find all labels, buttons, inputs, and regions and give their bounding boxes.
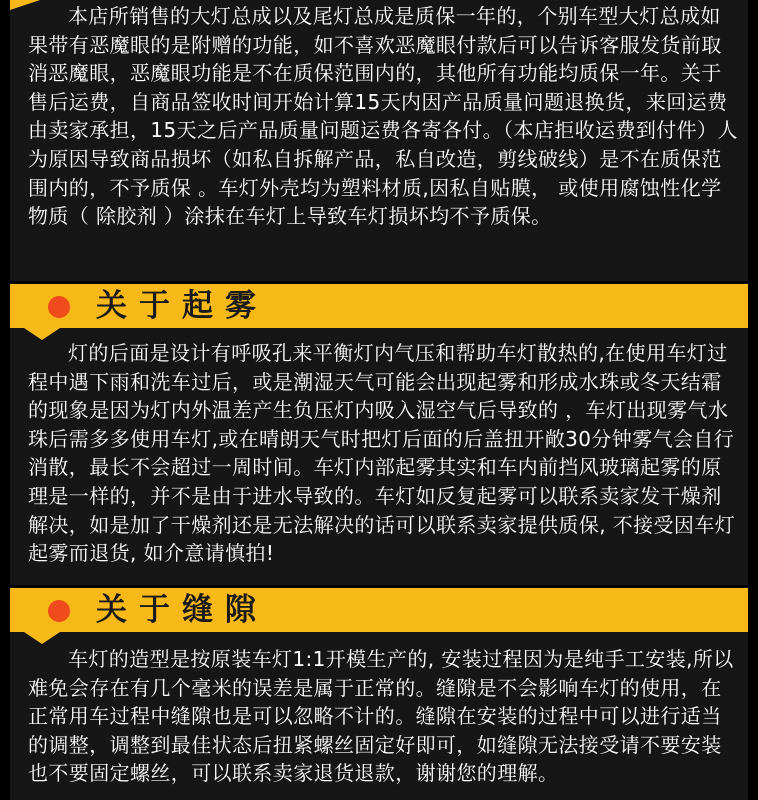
fog-section-title: 关于起雾 xyxy=(96,288,268,324)
bullet-dot-icon xyxy=(48,296,70,318)
gap-header-bar xyxy=(10,588,748,632)
bullet-dot-icon xyxy=(48,600,70,622)
warranty-panel xyxy=(10,0,748,281)
fog-text: 灯的后面是设计有呼吸孔来平衡灯内气压和帮助车灯散热的,在使用车灯过程中遇下雨和洗车过后，或是潮湿天气可能会出现起雾和形成水珠或冬天结霜的现象是因为灯内外温差产生负压灯内吸入湿空气后导致的 ，车灯出现雾气水珠后需多多使用车灯,或在晴朗天气时把灯后面的后盖扭开敞30分钟雾气会自行消散，最长不会超过一周时间。车灯内部起雾其实和车内前挡风玻璃起雾的原理是一样的，并不是由于进水导致的。车灯如反复起雾可以联系卖家发干燥剂解决，如是加了干燥剂还是无法解决的话可以联系卖家提供质保, 不接受因车灯起雾而退货, 如介意请慎拍! xyxy=(28,341,736,566)
fog-panel xyxy=(10,284,748,585)
fog-header-bar xyxy=(10,284,748,328)
gap-text: 车灯的造型是按原装车灯1:1开模生产的, 安装过程因为是纯手工安装,所以难免会存在有几个毫米的误差是属于正常的。缝隙是不会影响车灯的使用，在正常用车过程中缝隙也是可以忽略不计的。缝隙在安装的过程中可以进行适当的调整，调整到最佳状态后扭紧螺丝固定好即可，如缝隙无法接受请不要安装也不要固定螺丝，可以联系卖家退货退款，谢谢您的理解。 xyxy=(28,647,734,786)
warranty-text: 本店所销售的大灯总成以及尾灯总成是质保一年的，个别车型大灯总成如果带有恶魔眼的是附赠的功能，如不喜欢恶魔眼付款后可以告诉客服发货前取消恶魔眼，恶魔眼功能是不在质保范围内的，其他所有功能均质保一年。关于售后运费，自商品签收时间开始计算15天内因产品质量问题退换货，来回运费由卖家承担，15天之后产品质量问题运费各寄各付。（本店拒收运费到付件）人为原因导致商品损坏（如私自拆解产品，私自改造，剪线破线）是不在质保范围内的，不予质保 。车灯外壳均为塑料材质,因私自贴膜， 或使用腐蚀性化学物质（ 除胶剂 ）涂抹在车灯上导致车灯损坏均不予质保。 xyxy=(28,4,738,229)
gap-section-title: 关于缝隙 xyxy=(96,592,268,628)
gap-panel xyxy=(10,588,748,800)
